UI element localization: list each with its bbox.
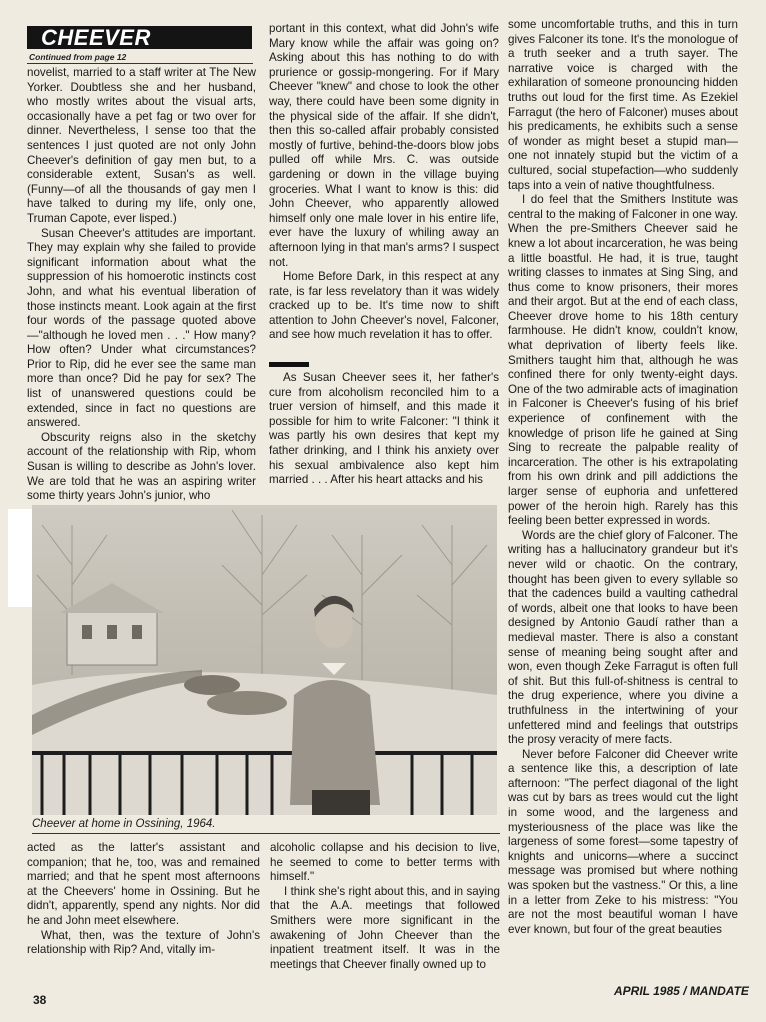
column-2-bottom <box>270 841 500 972</box>
paragraph: Words are the chief glory of Falconer. The writing has a hallucinatory grandeur but it's never wild or chaotic. On the contrary, thought has been given to every syllable so that the cadences build a vaulting cathedral of words, albeit one that looks to have been designed by Antonio Gaudí rather than a medieval master. There is also a constant sense of meaning being sought after and won, even though Zeke Farragut is often full of shit. But this full-of-shitness is central to the drug experience, where you divine a truthfulness in the intertwining of your unfettered mind and feelings that outstrips the prosy veracity of mere facts. <box>508 528 738 747</box>
column-1 <box>27 66 256 504</box>
paragraph: I think she's right about this, and in saying that the A.A. meetings that followed Smithers were more significant in the awakening of John Cheever than the inpatient treatment itself. It was in the meetings that Cheever finally owned up to <box>270 884 500 971</box>
page-number: 38 <box>33 993 47 1007</box>
paragraph: novelist, married to a staff writer at The New Yorker. Doubtless she and her husband, who mostly writes about the visual arts, occasionally have a pet fag or two over for dinner. Nevertheless, I sense too that the sentences I just quoted are not only John Cheever's definition of gay men but, to a considerable extent, Susan's as well. (Funny—of all the thousands of gay men I have talked to during my life, only one, Truman Capote, ever lisped.) <box>27 66 256 225</box>
paragraph: What, then, was the texture of John's relationship with Rip? And, vitally im- <box>27 928 260 957</box>
photo-scene <box>32 505 497 815</box>
paragraph: Never before Falconer did Cheever write a sentence like this, a description of late afternoon: "The perfect diagonal of the light was cut by bars as trees would cut the light in some wood, and the largeness and mysteriousness of the place was like the largeness of some forest—some tapestry of knights and unicorns—where a succinct message was promised but where nothing was spoken but the vastness." Or this, a line in a letter from Zeke to his mistress: "You are not the most beautiful woman I have ever known, but four of the great beauties <box>508 747 738 936</box>
column-3 <box>508 18 738 937</box>
paragraph: As Susan Cheever sees it, her father's cure from alcoholism reconciled him to a truer version of himself, and this made it possible for him to write Falconer: "I think it was partly his own desires that kept my father drinking, and I think his anxiety over his sexual ambivalence also kept him married . . . After his heart attacks and his <box>269 371 499 487</box>
column-2 <box>269 22 499 343</box>
paragraph: Home Before Dark, in this respect at any rate, is far less revelatory than it was widely cracked up to be. It's time now to shift attention to John Cheever's novel, Falconer, and see how much revelation it has to offer. <box>269 270 499 342</box>
paragraph: Susan Cheever's attitudes are important. They may explain why she failed to provide significant information about what the suppression of his homoerotic instincts cost John, and what his eventual liberation of those instincts meant. Look again at the first four words of the passage quoted above—"although he loved men . . ." How many? How often? Under what circumstances? Prior to Rip, did he ever see the same man more than once? Did he pay for sex? The list of unanswered questions could be extended, since in fact no questions are answered. <box>27 226 256 430</box>
paragraph: acted as the latter's assistant and companion; that he, too, was and remained married; and that he spent most afternoons at the Cheevers' home in Ossining. But he didn't, apparently, spend any nights. Nor did he and John meet elsewhere. <box>27 841 260 927</box>
continued-note: Continued from page 12 <box>29 52 127 62</box>
cheever-photo <box>32 505 497 815</box>
column-2-continued <box>269 371 499 488</box>
section-divider <box>269 362 309 367</box>
paragraph: Obscurity reigns also in the sketchy account of the relationship with Rip, whom Susan is willing to describe as John's lover. We are told that he was an aspiring writer some thirty years John's junior, who <box>27 430 256 503</box>
paragraph: alcoholic collapse and his decision to live, he seemed to come to better terms with himself." <box>270 841 500 884</box>
issue-footer: APRIL 1985 / MANDATE <box>614 984 749 998</box>
margin-mark <box>8 509 32 607</box>
paragraph: portant in this context, what did John's wife Mary know while the affair was going on? Asking about this has nothing to do with prurience or gossip-mongering. For if Mary Cheever "knew" and chose to look the other way, there could have been some dignity in the physical side of the affair. If she didn't, then this so-called affair probably consisted mostly of furtive, behind-the-doors blow jobs pulled off while Mrs. C. was outside gardening or down in the village buying groceries. What I want to know is this: did John Cheever, who apparently allowed himself only one male lover in his entire life, ever have the luxury of whiling away an afternoon lying in that man's arms? I suspect not. <box>269 22 499 269</box>
column-1-bottom <box>27 841 260 958</box>
paragraph: I do feel that the Smithers Institute was central to the making of Falconer in one way. When the pre-Smithers Cheever said he knew a lot about incarceration, he was being a little boastful. He had, it is true, taught writing classes to inmates at Sing Sing, and thus come to know prisoners, their mores and their argot. But at the end of each class, Cheever drove home to his 18th century farmhouse. He didn't know, couldn't know, what deprivation of liberty feels like. Smithers taught him that, although he was confined there for only twenty-eight days. One of the two admirable acts of imagination in Falconer is Cheever's fusing of his brief experience of confinement with the knowledge of prison life he gained at Sing Sing to recreate the palpable reality of incarceration. The other is his extrapolating from his own drink and pill addictions the larger sense of euphoria and unfettered power of the heroin high. Rarely has this feeling been better expressed in words. <box>508 193 738 528</box>
caption-rule <box>32 833 500 834</box>
photo-caption: Cheever at home in Ossining, 1964. <box>32 818 216 830</box>
header-rule <box>27 63 253 64</box>
paragraph: some uncomfortable truths, and this in turn gives Falconer its tone. It's the monologue of a truth seeker and a truth sayer. The narrative voice is charged with the exhilaration of someone pronouncing hidden truths out loud for the first time. As Ezekiel Farragut (the hero of Falconer) muses about his predicaments, he exhibits such a sense of wonder as might beset a stupid man—one not innately stupid but the victim of a cultured, social stupefaction—who suddenly taps into a vein of native thoughtfulness. <box>508 18 738 192</box>
section-title-banner: CHEEVER <box>27 26 252 49</box>
